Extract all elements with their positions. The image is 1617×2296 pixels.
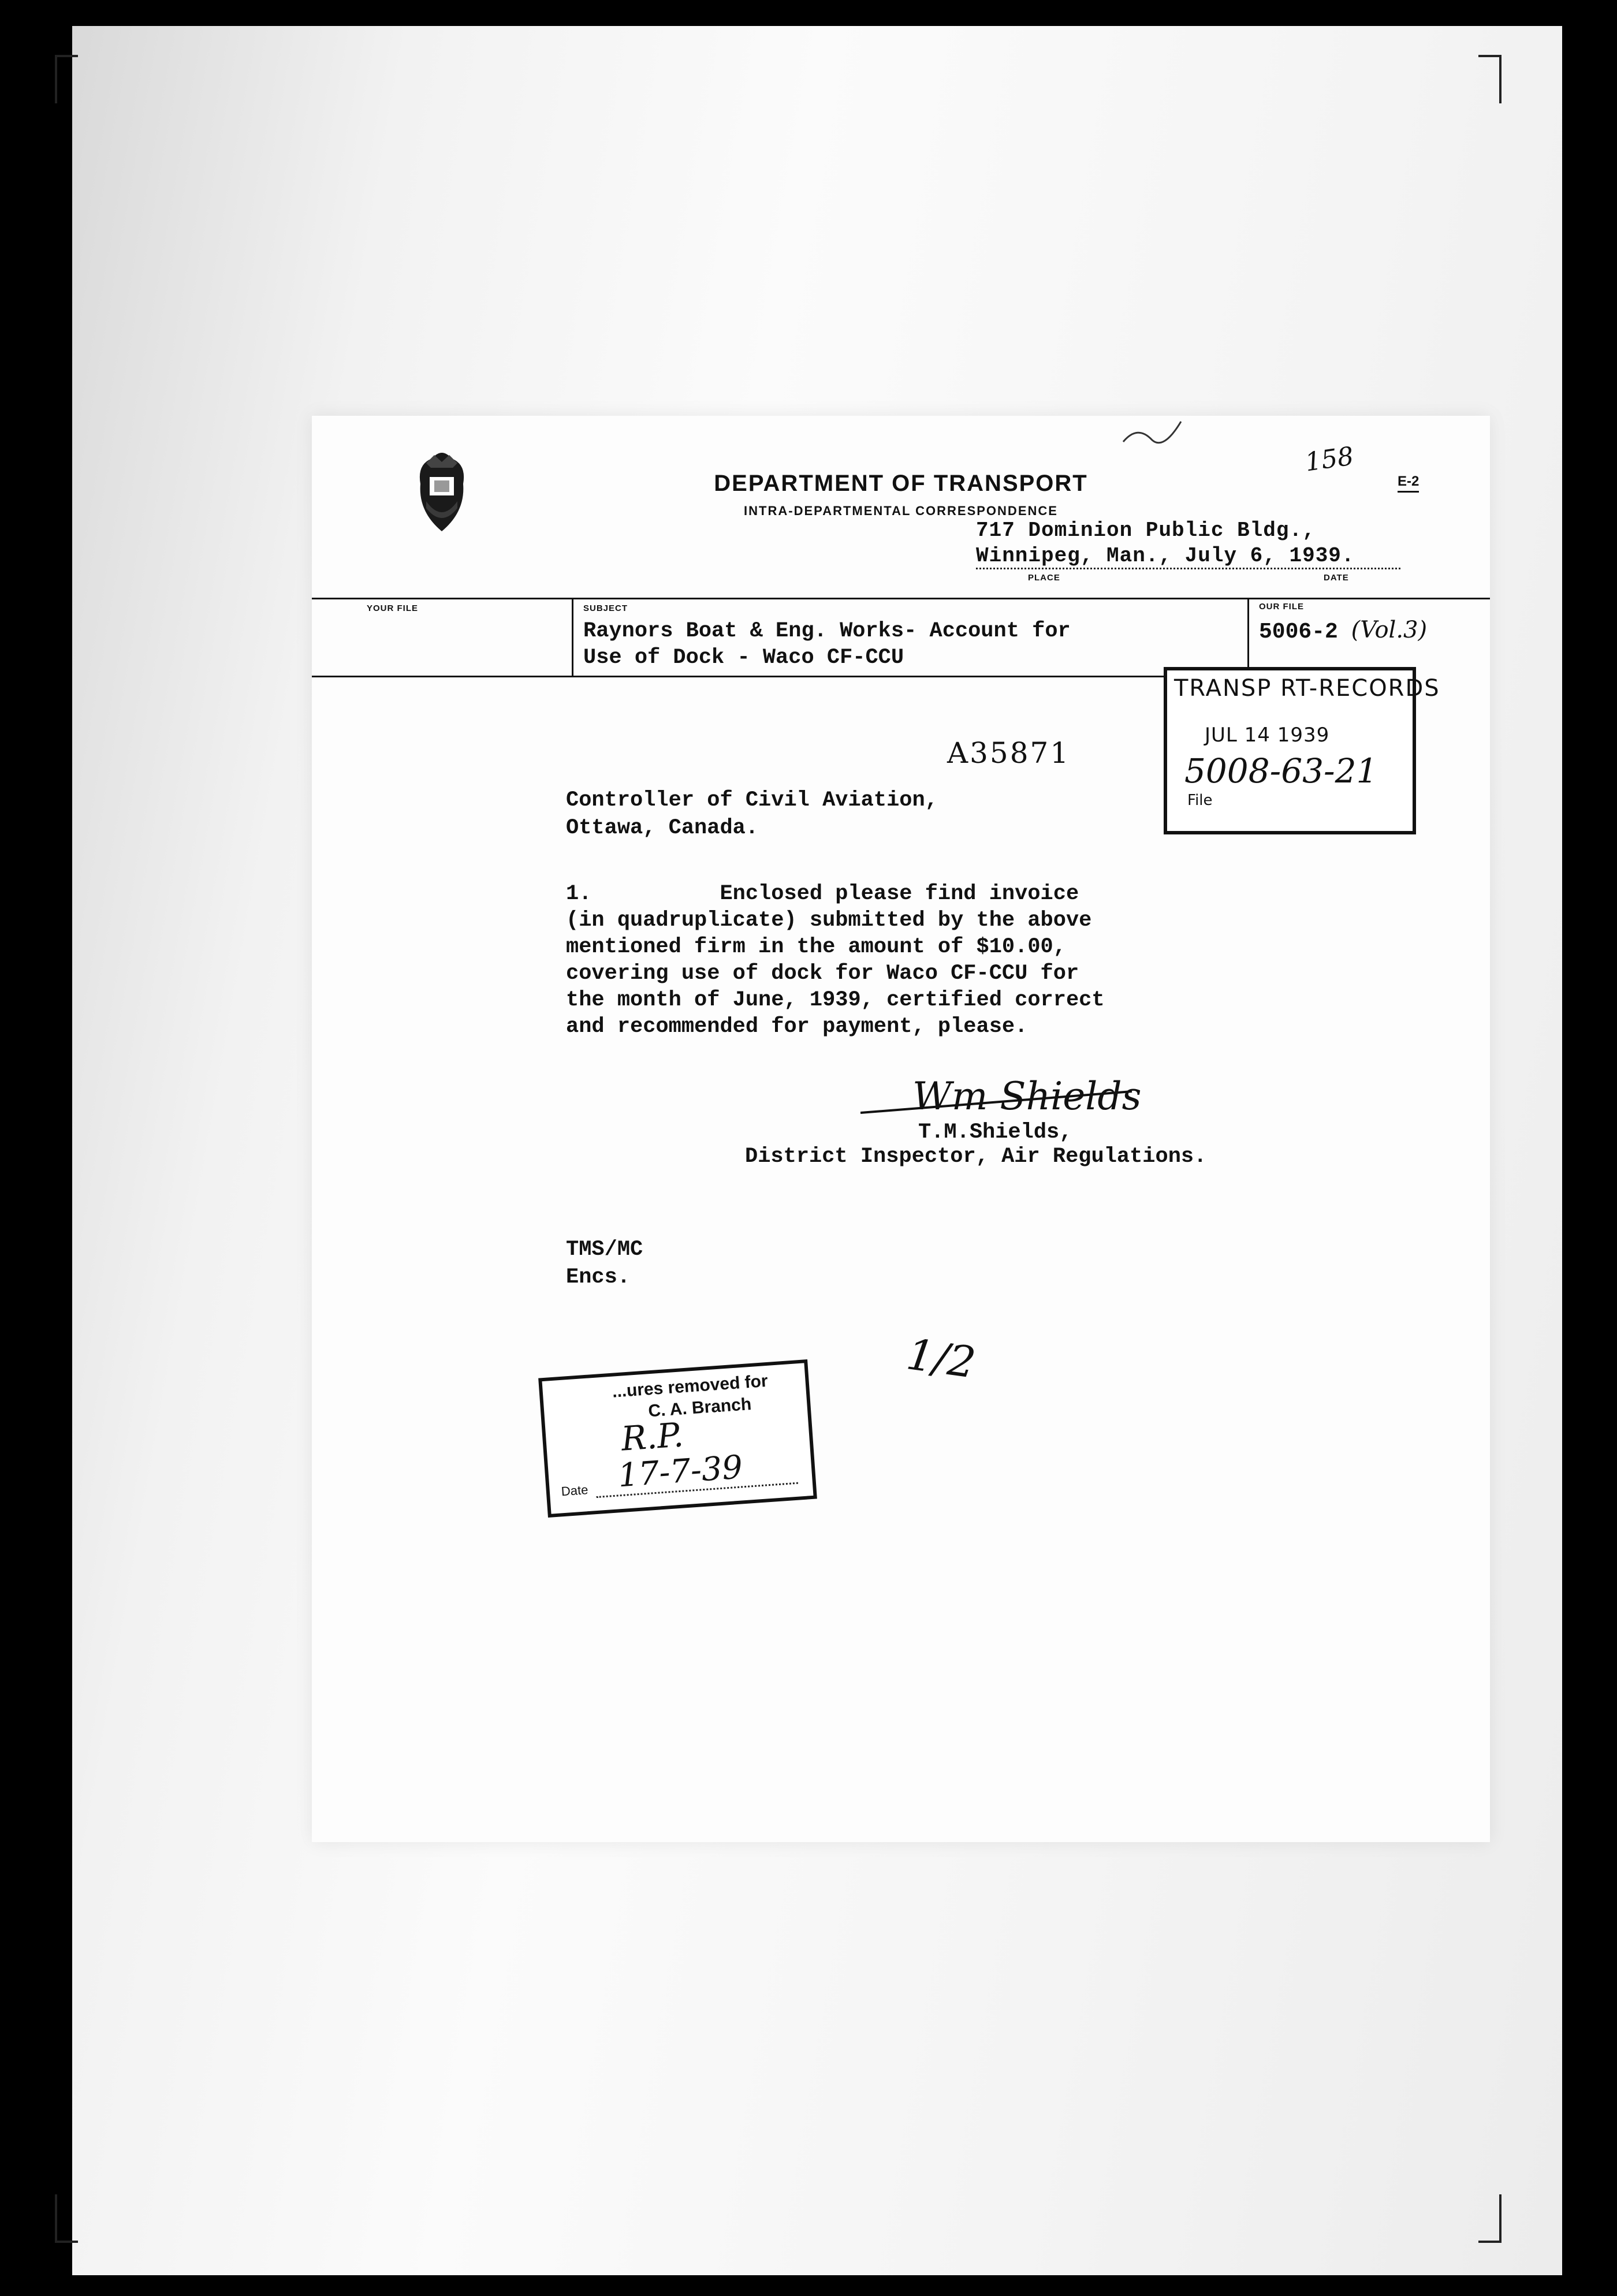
received-stamp <box>1164 667 1440 834</box>
stamp-file-label: File <box>1187 792 1213 809</box>
removal-stamp <box>538 1359 817 1518</box>
our-file-label: OUR FILE <box>1259 602 1304 612</box>
removal-stamp-date-label: Date <box>561 1482 589 1499</box>
letter-body: 1. Enclosed please find invoice (in quadruplicate) submitted by the above mentioned firm in the amount of $10.00, covering use of dock for Waco CF-CCU for the month of June, 1939, certified correct and recommended for payment, please. <box>566 882 1105 1039</box>
handwritten-signature: Wm Shields <box>912 1074 1142 1119</box>
crop-mark-top-left <box>55 55 78 103</box>
your-file-label: YOUR FILE <box>367 603 419 613</box>
removal-stamp-line: C. A. Branch <box>647 1394 752 1421</box>
reference-number: A35871 <box>947 736 1071 770</box>
subject-line: Use of Dock - Waco CF-CCU <box>583 646 904 670</box>
reference-initials-block <box>566 1236 643 1291</box>
stamp-handwritten-file: 5008-63-21 <box>1184 751 1378 791</box>
place-label: PLACE <box>1028 573 1060 583</box>
removal-stamp-date: 17-7-39 <box>617 1448 744 1495</box>
our-file-number <box>1259 617 1427 644</box>
stamp-date: JUL 14 1939 <box>1205 724 1330 747</box>
removal-stamp-line: ...ures removed for <box>611 1371 769 1402</box>
subject-label: SUBJECT <box>583 603 628 613</box>
file-row-divider <box>1247 598 1249 677</box>
addressee-block <box>566 787 938 842</box>
subject-line: Raynors Boat & Eng. Works- Account for <box>583 619 1071 643</box>
form-code: E-2 <box>1398 474 1419 493</box>
signer-title: District Inspector, Air Regulations. <box>745 1145 1207 1169</box>
handwritten-folio-number: 158 <box>1303 441 1356 478</box>
stamp-heading: TRANSP RT-RECORDS <box>1174 675 1440 702</box>
enclosures-note: Encs. <box>566 1265 631 1289</box>
addressee-line: Controller of Civil Aviation, <box>566 788 938 812</box>
file-row-bottom-rule <box>312 676 1247 677</box>
file-row-divider <box>572 598 573 677</box>
typist-initials: TMS/MC <box>566 1238 643 1262</box>
letter-sheet <box>312 416 1490 1842</box>
date-label: DATE <box>1324 573 1349 583</box>
pencil-tick-mark <box>1120 416 1184 456</box>
file-row-top-rule <box>312 598 1490 599</box>
crop-mark-bottom-left <box>55 2194 78 2243</box>
removal-stamp-initials: R.P. <box>620 1415 685 1459</box>
place-date-line: Winnipeg, Man., July 6, 1939. <box>976 544 1400 569</box>
correspondence-subtitle: INTRA-DEPARTMENTAL CORRESPONDENCE <box>744 504 1058 518</box>
sender-address: 717 Dominion Public Bldg., <box>976 519 1316 542</box>
signer-name: T.M.Shields, <box>918 1120 1072 1145</box>
addressee-line: Ottawa, Canada. <box>566 816 759 840</box>
department-title: DEPARTMENT OF TRANSPORT <box>714 471 1088 496</box>
crop-mark-top-right <box>1478 55 1502 103</box>
file-number: 5006-2 <box>1259 620 1338 644</box>
handwritten-mark: 1/2 <box>903 1329 979 1388</box>
file-volume-handwritten: (Vol.3) <box>1351 617 1428 643</box>
subject-text <box>583 618 1071 671</box>
crop-mark-bottom-right <box>1478 2194 1502 2243</box>
